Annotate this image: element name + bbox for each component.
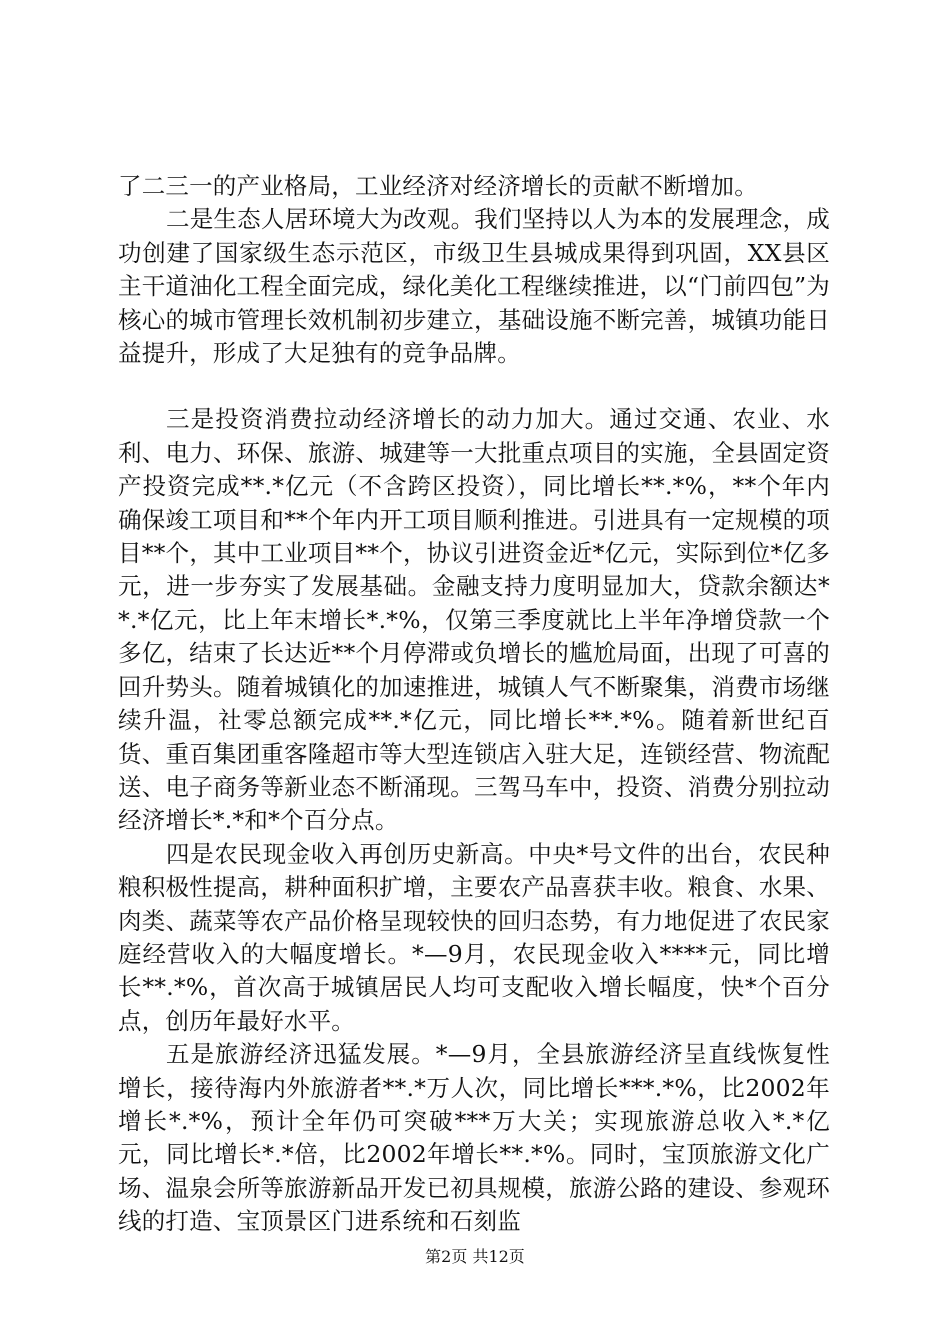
paragraph-ecology: 二是生态人居环境大为改观。我们坚持以人为本的发展理念，成功创建了国家级生态示范区，市级卫生县城成果得到巩固，XX县区主干道油化工程全面完成，绿化美化工程继续推进，以“门前四包”为核心的城市管理长效机制初步建立，基础设施不断完善，城镇功能日益提升，形成了大足独有的竞争品牌。 [118,205,830,368]
paragraph-continuation: 了二三一的产业格局，工业经济对经济增长的贡献不断增加。 [118,172,758,200]
paragraph-tourism: 五是旅游经济迅猛发展。*—9月，全县旅游经济呈直线恢复性增长，接待海内外旅游者**.*万人次，同比增长***.*%，比2002年增长*.*%，预计全年仍可突破***万大关；实现旅游总收入*.*亿元，同比增长*.*倍，比2002年增长**.*%。同时，宝顶旅游文化广场、温泉会所等旅游新品开发已初具规模，旅游公路的建设、参观环线的打造、宝顶景区门进系统和石刻监 [118,1040,830,1236]
paragraph-farmer-income: 四是农民现金收入再创历史新高。中央*号文件的出台，农民种粮积极性提高，耕种面积扩增，主要农产品喜获丰收。粮食、水果、肉类、蔬菜等农产品价格呈现较快的回归态势，有力地促进了农民家庭经营收入的大幅度增长。*—9月，农民现金收入****元，同比增长**.*%，首次高于城镇居民人均可支配收入增长幅度，快*个百分点，创历年最好水平。 [118,839,830,1035]
paragraph-investment: 三是投资消费拉动经济增长的动力加大。通过交通、农业、水利、电力、环保、旅游、城建等一大批重点项目的实施，全县固定资产投资完成**.*亿元（不含跨区投资），同比增长**.*%，**个年内确保竣工项目和**个年内开工项目顺利推进。引进具有一定规模的项目**个，其中工业项目**个，协议引进资金近*亿元，实际到位*亿多元，进一步夯实了发展基础。金融支持力度明显加大，贷款余额达**.*亿元，比上年末增长*.*%，仅第三季度就比上半年净增贷款一个多亿，结束了长达近**个月停滞或负增长的尴尬局面，出现了可喜的回升势头。随着城镇化的加速推进，城镇人气不断聚集，消费市场继续升温，社零总额完成**.*亿元，同比增长**.*%。随着新世纪百货、重百集团重客隆超市等大型连锁店入驻大足，连锁经营、物流配送、电子商务等新业态不断涌现。三驾马车中，投资、消费分别拉动经济增长*.*和*个百分点。 [118,405,830,835]
page-footer: 第2页 共12页 [425,1247,525,1266]
document-body [118,170,830,1239]
